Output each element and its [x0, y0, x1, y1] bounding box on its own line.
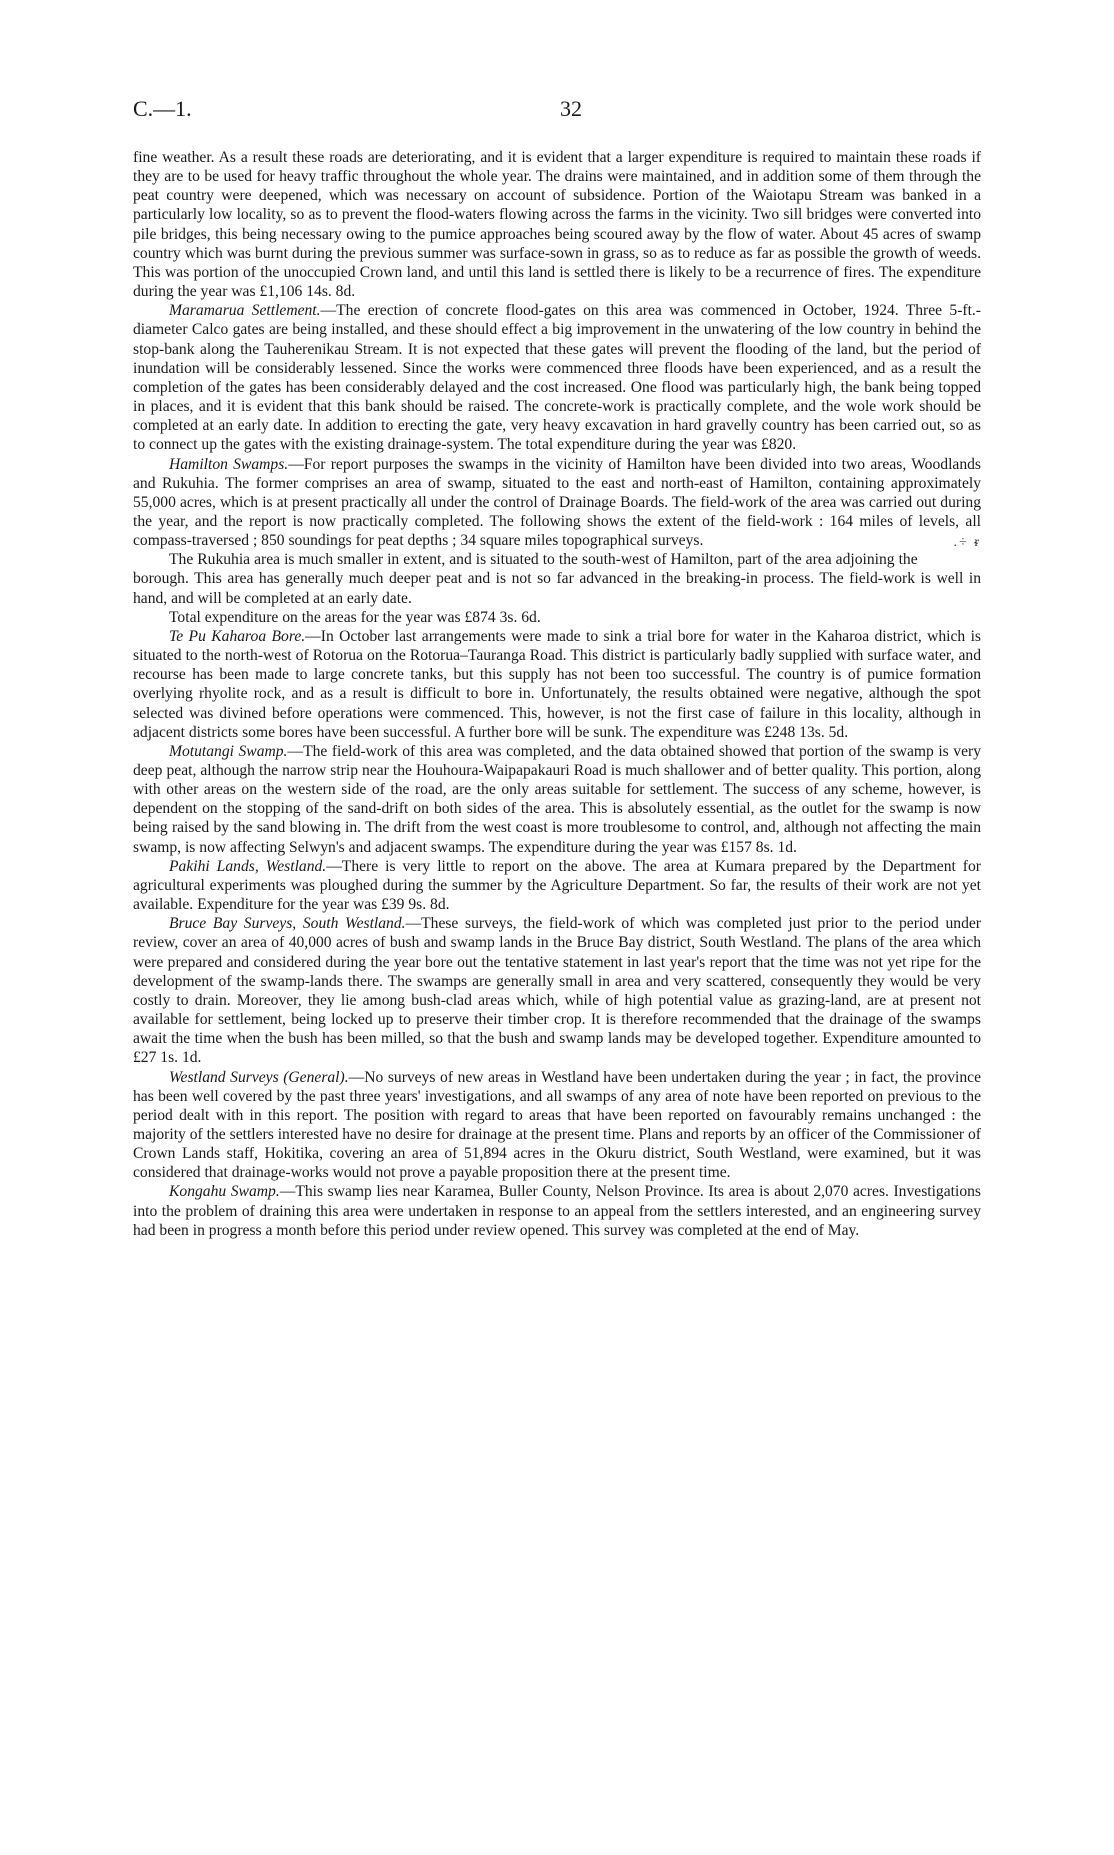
section-heading: Motutangi Swamp. — [169, 742, 288, 760]
paragraph-total-expenditure — [133, 608, 981, 627]
paragraph-te-pu-kaharoa-bore — [133, 627, 981, 742]
section-heading: Kongahu Swamp. — [169, 1183, 280, 1201]
section-heading: Te Pu Kaharoa Bore. — [169, 627, 306, 645]
paragraph-text: Total expenditure on the areas for the year was £874 3s. 6d. — [169, 608, 541, 626]
paragraph-text: —For report purposes the swamps in the vicinity of Hamilton have been divided into two areas, Woodlands and Rukuhia. The former comprises an area of swamp, situated to the east and north-east of Hamilton, containing approximately 55,000 acres, which is at present practically all under the control of Drainage Boards. The field-work of the area was carried out during the year, and the report is now practically completed. The following shows the extent of the field-work : 164 miles of levels, all compass-traversed ; 850 soundings for peat depths ; 34 square miles topographical surveys. — [133, 455, 981, 550]
paragraph-text: The Rukuhia area is much smaller in extent, and is situated to the south-west of Hamilton, part of the area adjoining the borough. This area has generally much deeper peat and is not so far advanced in the breaking-in process. The field-work is well in hand, and will be completed at an early date. — [133, 551, 981, 607]
document-reference: C.—1. — [133, 96, 192, 121]
paragraph-text: —No surveys of new areas in Westland have been undertaken during the year ; in fact, the province has been well covered by the past three years' investigations, and all swamps of any area of note have been reported on previous to the period dealt with in this report. The position with regard to areas that have been reported on favourably remains unchanged : the majority of the settlers interested have no desire for drainage at the present time. Plans and reports by an officer of the Commissioner of Crown Lands staff, Hokitika, covering an area of 51,894 acres in the Okuru district, South Westland, were examined, but it was considered that drainage-works would not prove a payable proposition there at the present time. — [133, 1068, 981, 1182]
paragraph-text: fine weather. As a result these roads are deteriorating, and it is evident that a larger expenditure is required to maintain these roads if they are to be used for heavy traffic throughout the whole year. The drains were maintained, and in addition some of them through the peat country were deepened, which was necessary on account of subsidence. Portion of the Waiotapu Stream was banked in a particularly low locality, so as to prevent the flood-waters flowing across the farms in the vicinity. Two sill bridges were converted into pile bridges, this being necessary owing to the pumice approaches being scoured away by the flow of water. About 45 acres of swamp country which was burnt during the previous summer was surface-sown in grass, so as to reduce as far as possible the growth of weeds. This was portion of the unoccupied Crown land, and until this land is settled there is likely to be a recurrence of fires. The expenditure during the year was £1,106 14s. 8d. — [133, 149, 981, 301]
paragraph-maramarua-settlement — [133, 301, 981, 454]
section-heading: Maramarua Settlement. — [169, 302, 321, 320]
page-number: 32 — [560, 96, 582, 121]
body-text — [133, 148, 981, 1240]
paragraph-text: —In October last arrangements were made to sink a trial bore for water in the Kaharoa district, which is situated to the north-west of Rotorua on the Rotorua–Tauranga Road. This district is particularly badly supplied with surface water, and recourse has been made to large concrete tanks, but this supply has not been too successful. The country is of pumice formation overlying rhyolite rock, and as a result is difficult to bore in. Unfortunately, the results obtained were negative, although the spot selected was divined before operations were commenced. This, however, is not the first case of failure in this locality, although in adjacent districts some bores have been successful. A further bore will be sunk. The expenditure was £248 13s. 5d. — [133, 627, 982, 741]
paragraph-bruce-bay-surveys — [133, 914, 981, 1067]
paragraph-text: —This swamp lies near Karamea, Buller County, Nelson Province. Its area is about 2,070 acres. Investigations into the problem of draining this area were undertaken in response to an appeal from the settlers interested, and an engineering survey had been in progress a month before this period under review opened. This survey was completed at the end of May. — [133, 1183, 981, 1239]
paragraph-rukuhia-area — [133, 550, 981, 607]
paragraph-pakihi-lands — [133, 857, 981, 914]
paragraph-text: —These surveys, the field-work of which was completed just prior to the period under review, cover an area of 40,000 acres of bush and swamp lands in the Bruce Bay district, South Westland. The plans of the area which were prepared and considered during the year bore out the tentative statement in last year's report that the time was not yet ripe for the development of the swamp-lands there. The swamps are generally small in area and very scattered, consequently they would be very costly to drain. Moreover, they lie among bush-clad areas which, while of high potential value as grazing-land, are at present not available for settlement, being locked up to preserve their timber crop. It is therefore recommended that the drainage of the swamps await the time when the bush has been milled, so that the bush and swamp lands may be developed together. Expenditure amounted to £27 1s. 1d. — [133, 915, 981, 1067]
section-heading: Pakihi Lands, Westland. — [169, 857, 327, 875]
paragraph-waiotapu-continued — [133, 148, 981, 301]
paragraph-hamilton-swamps — [133, 455, 981, 551]
paragraph-kongahu-swamp — [133, 1182, 981, 1239]
section-heading: Hamilton Swamps. — [169, 455, 289, 473]
page-header — [133, 96, 981, 130]
section-heading: Bruce Bay Surveys, South Westland. — [169, 915, 406, 933]
paragraph-text: —There is very little to report on the above. The area at Kumara prepared by the Department for agricultural experiments was ploughed during the summer by the Agriculture Department. So far, the results of their work are not yet available. Expenditure for the year was £39 9s. 8d. — [133, 857, 981, 914]
paragraph-text: —The field-work of this area was completed, and the data obtained showed that portion of the swamp is very deep peat, although the narrow strip near the Houhoura-Waipapakauri Road is much shallower and of better quality. This portion, along with other areas on the western side of the road, are the only areas suitable for settlement. The success of any scheme, however, is dependent on the stopping of the sand-drift on both sides of the area. This is absolutely essential, as the outlet for the swamp is now being raised by the sand blowing in. The drift from the west coast is more troublesome to control, and, although not affecting the main swamp, is now affecting Selwyn's and adjacent swamps. The expenditure during the year was £157 8s. 1d. — [133, 742, 981, 856]
paragraph-westland-surveys — [133, 1068, 981, 1183]
paragraph-motutangi-swamp — [133, 742, 981, 857]
ink-smudge-mark: .÷ ᵲ — [953, 535, 981, 551]
section-heading: Westland Surveys (General). — [169, 1068, 349, 1086]
paragraph-text: —The erection of concrete flood-gates on this area was commenced in October, 1924. Three 5-ft.-diameter Calco gates are being installed, and these should effect a big improvement in the unwatering of the low country in behind the stop-bank along the Tauherenikau Stream. It is not expected that these gates will prevent the flooding of the land, but the period of inundation will be considerably lessened. Since the works were commenced three floods have been experienced, and as a result the completion of the gates has been considerably delayed and the cost increased. One flood was particularly high, the bank being topped in places, and it is evident that this bank should be raised. The concrete-work is practically complete, and the wole work should be completed at an early date. In addition to erecting the gate, very heavy excavation in hard gravelly country has been carried out, so as to connect up the gates with the existing drainage-system. The total expenditure during the year was £820. — [133, 302, 981, 454]
